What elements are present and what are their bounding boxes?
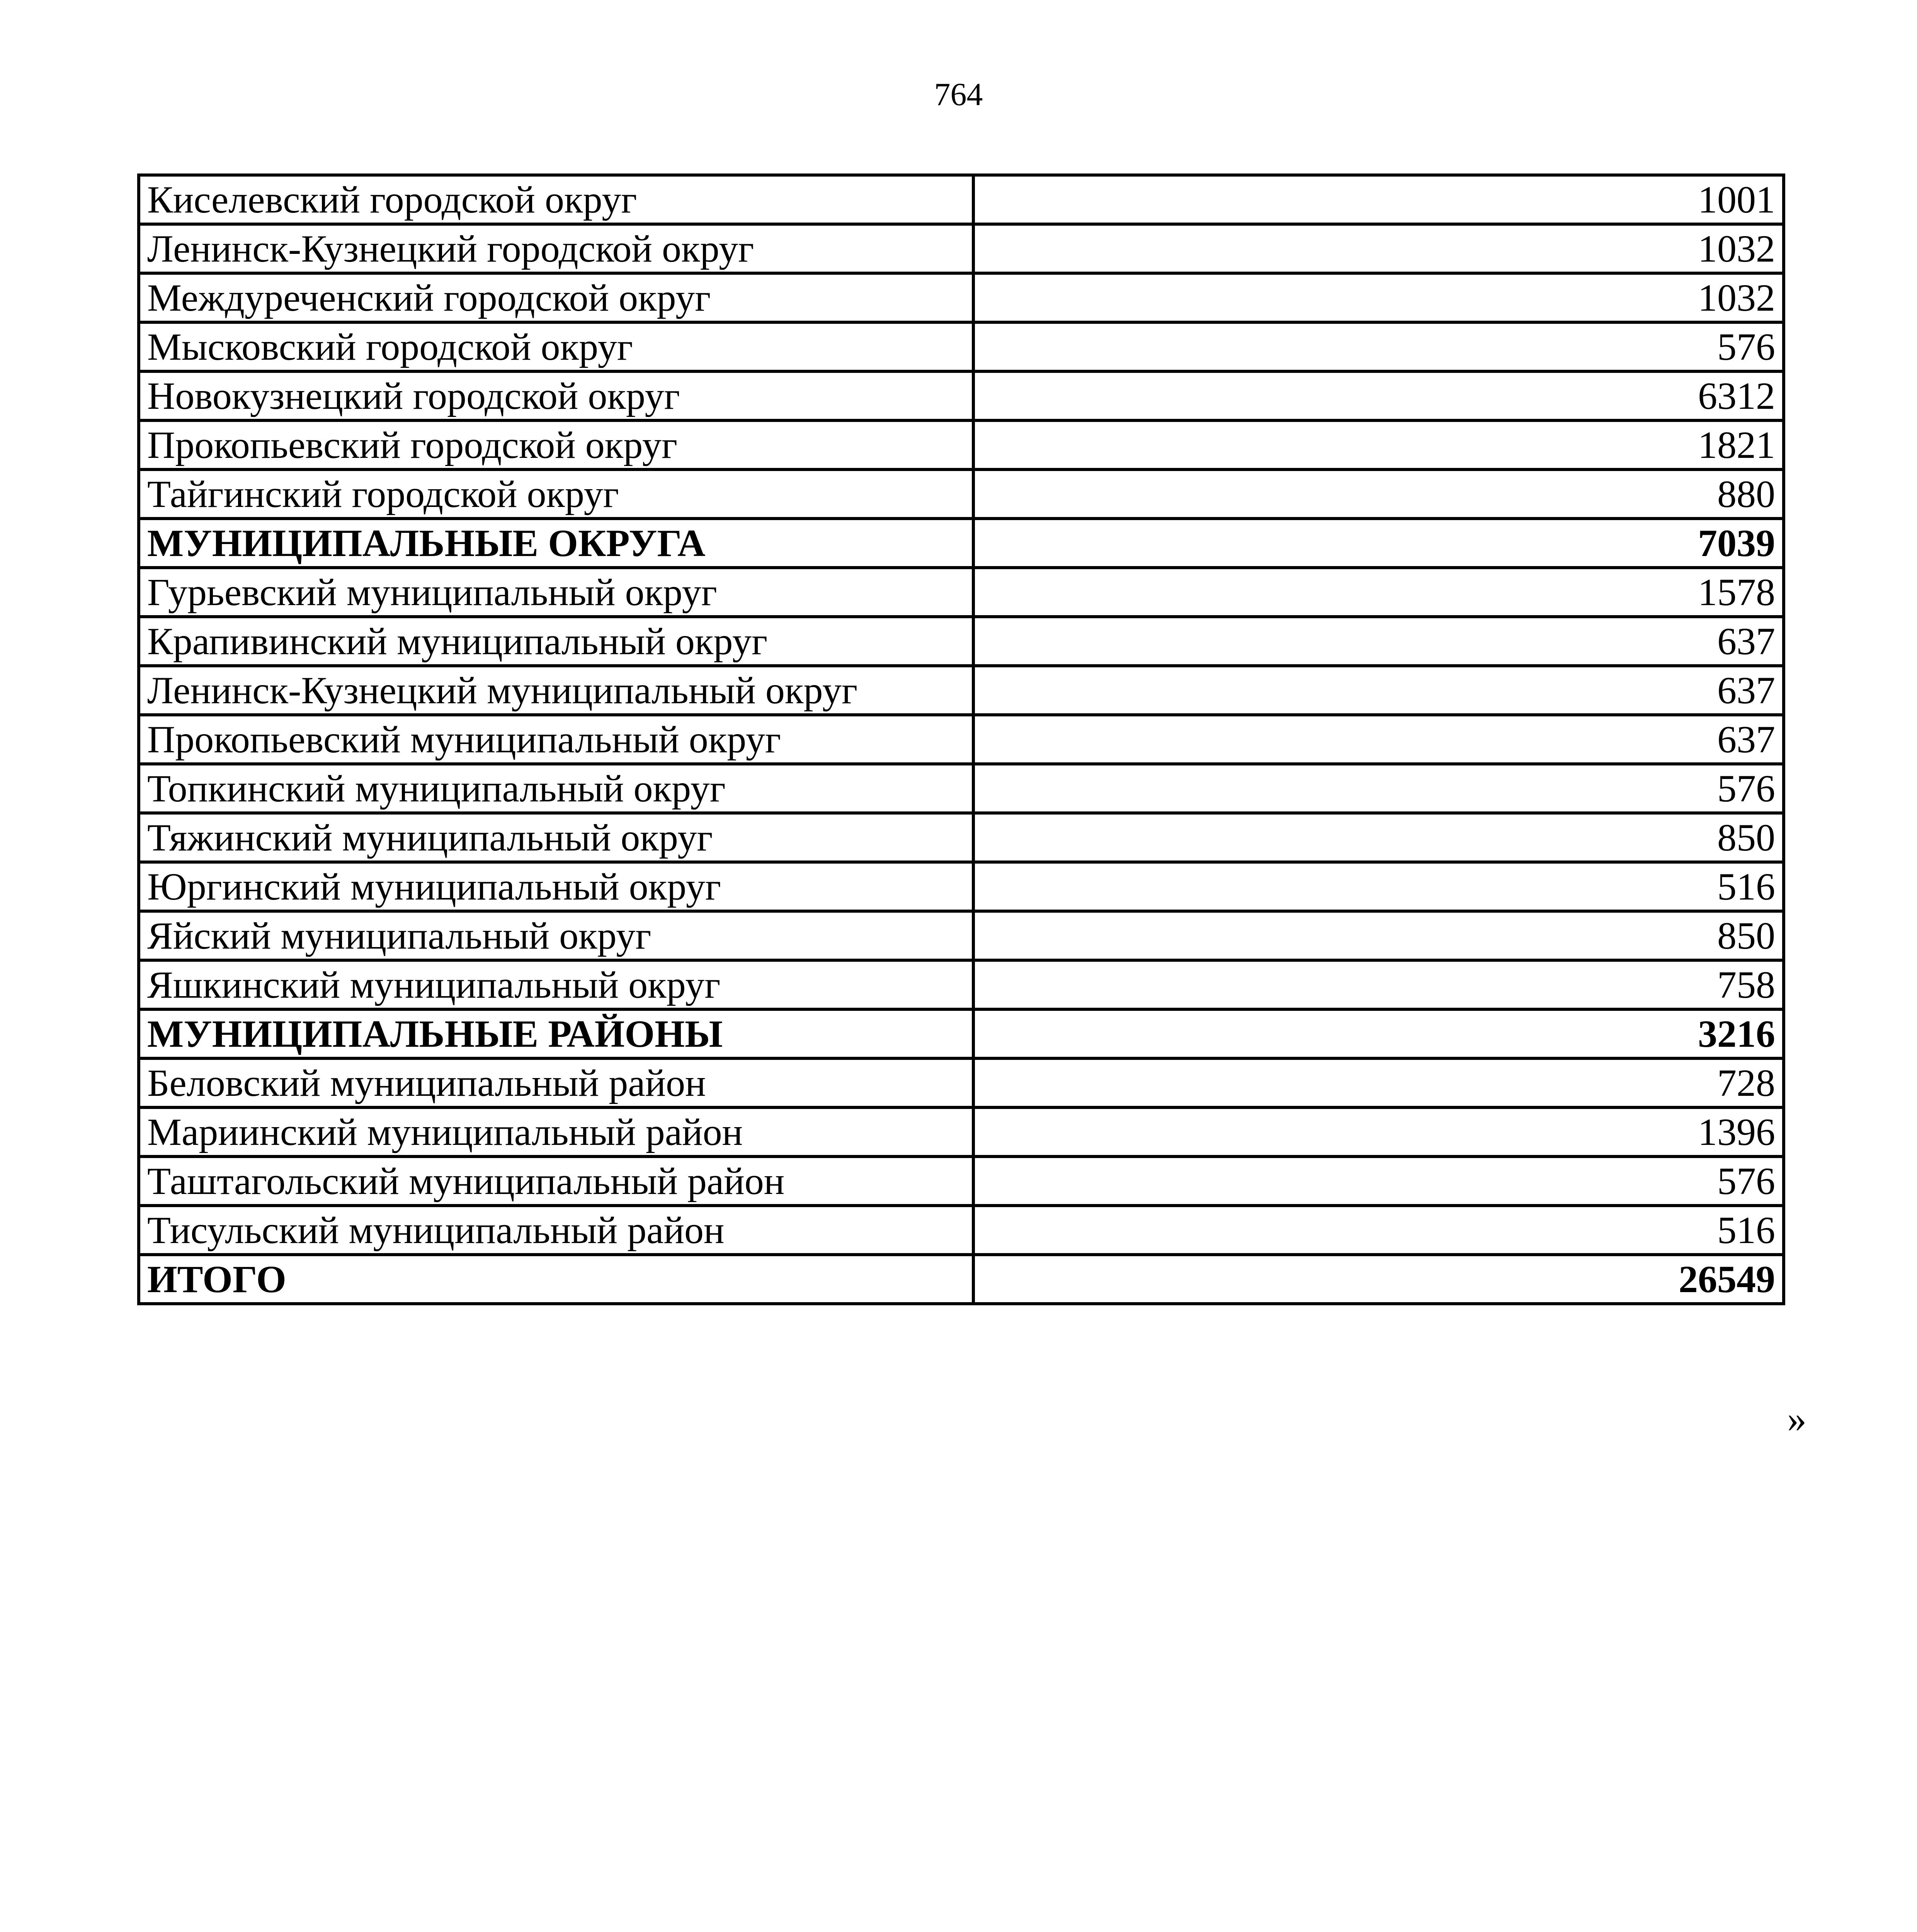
row-name-cell: МУНИЦИПАЛЬНЫЕ РАЙОНЫ [139,1009,973,1058]
row-value-cell: 637 [973,666,1784,715]
table-row [139,666,1784,715]
table-row [139,862,1784,911]
row-name-cell: Прокопьевский городской округ [139,420,973,469]
row-name-cell: Междуреченский городской округ [139,273,973,322]
closing-quote: » [1787,1397,1806,1440]
table-row [139,617,1784,666]
table-row [139,1009,1784,1058]
table-row [139,715,1784,764]
row-value-cell: 1821 [973,420,1784,469]
table-row [139,273,1784,322]
row-value-cell: 1032 [973,273,1784,322]
row-value-cell: 880 [973,469,1784,519]
table-body [139,175,1784,1304]
row-name-cell: Прокопьевский муниципальный округ [139,715,973,764]
row-value-cell: 26549 [973,1255,1784,1304]
row-value-cell: 728 [973,1058,1784,1107]
allocation-table [137,173,1785,1305]
row-name-cell: Таштагольский муниципальный район [139,1156,973,1206]
row-value-cell: 1578 [973,568,1784,617]
row-name-cell: Ленинск-Кузнецкий муниципальный округ [139,666,973,715]
table-row [139,813,1784,862]
table-row [139,469,1784,519]
row-value-cell: 516 [973,1206,1784,1255]
row-name-cell: Яйский муниципальный округ [139,911,973,960]
table-row [139,322,1784,371]
row-name-cell: Топкинский муниципальный округ [139,764,973,813]
row-name-cell: Тайгинский городской округ [139,469,973,519]
row-value-cell: 850 [973,813,1784,862]
row-value-cell: 576 [973,764,1784,813]
row-name-cell: Новокузнецкий городской округ [139,371,973,420]
table-row [139,1058,1784,1107]
row-value-cell: 1001 [973,175,1784,224]
table-row [139,1156,1784,1206]
table-row [139,1255,1784,1304]
row-name-cell: Крапивинский муниципальный округ [139,617,973,666]
row-value-cell: 516 [973,862,1784,911]
table-row [139,519,1784,568]
row-name-cell: Мариинский муниципальный район [139,1107,973,1156]
row-name-cell: МУНИЦИПАЛЬНЫЕ ОКРУГА [139,519,973,568]
allocation-table-container [137,173,1782,1305]
row-value-cell: 850 [973,911,1784,960]
table-row [139,175,1784,224]
page-number: 764 [934,77,983,112]
row-value-cell: 1396 [973,1107,1784,1156]
table-row [139,911,1784,960]
row-name-cell: Киселевский городской округ [139,175,973,224]
table-row [139,420,1784,469]
row-value-cell: 6312 [973,371,1784,420]
table-row [139,568,1784,617]
row-name-cell: Тяжинский муниципальный округ [139,813,973,862]
row-name-cell: Мысковский городской округ [139,322,973,371]
row-value-cell: 1032 [973,224,1784,273]
row-name-cell: Беловский муниципальный район [139,1058,973,1107]
row-value-cell: 7039 [973,519,1784,568]
row-name-cell: ИТОГО [139,1255,973,1304]
row-value-cell: 637 [973,617,1784,666]
table-row [139,960,1784,1009]
row-value-cell: 576 [973,1156,1784,1206]
row-name-cell: Тисульский муниципальный район [139,1206,973,1255]
row-name-cell: Юргинский муниципальный округ [139,862,973,911]
row-name-cell: Ленинск-Кузнецкий городской округ [139,224,973,273]
row-value-cell: 637 [973,715,1784,764]
row-name-cell: Яшкинский муниципальный округ [139,960,973,1009]
table-row [139,764,1784,813]
row-value-cell: 576 [973,322,1784,371]
row-value-cell: 3216 [973,1009,1784,1058]
row-name-cell: Гурьевский муниципальный округ [139,568,973,617]
table-row [139,371,1784,420]
table-row [139,224,1784,273]
table-row [139,1206,1784,1255]
row-value-cell: 758 [973,960,1784,1009]
table-row [139,1107,1784,1156]
